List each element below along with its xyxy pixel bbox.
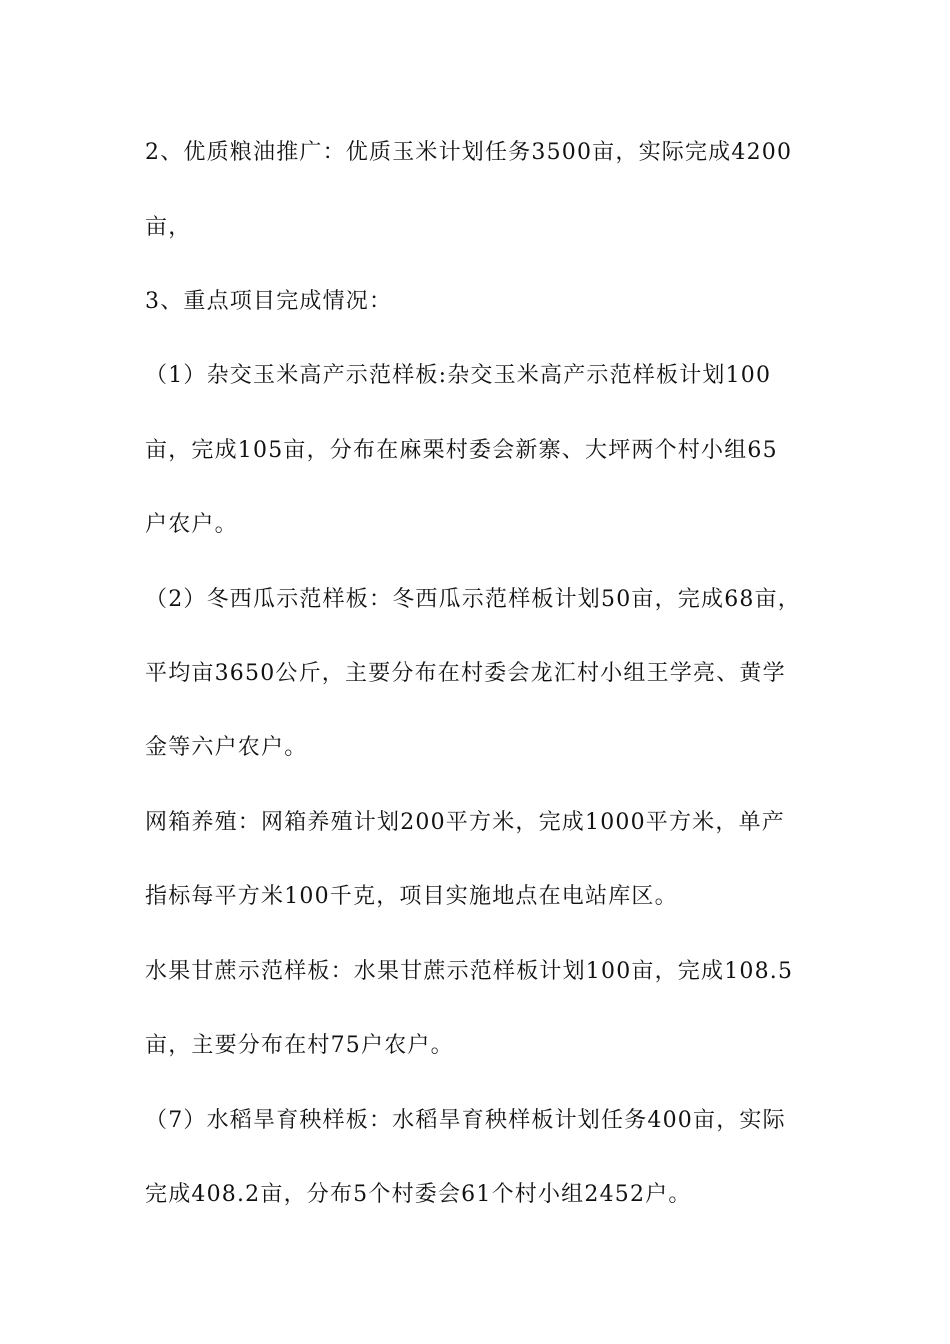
text-line-9: 金等六户农户。 [145, 735, 308, 760]
text-line-10: 网箱养殖：网箱养殖计划200平方米，完成1000平方米，单产 [145, 810, 785, 835]
text-line-1: 2、优质粮油推广：优质玉米计划任务3500亩，实际完成4200 [145, 140, 793, 165]
text-line-6: 户农户。 [145, 512, 238, 537]
text-line-11: 指标每平方米100千克，项目实施地点在电站库区。 [145, 884, 678, 909]
text-line-12: 水果甘蔗示范样板：水果甘蔗示范样板计划100亩，完成108.5 [145, 959, 794, 984]
text-line-14: （7）水稻旱育秧样板：水稻旱育秧样板计划任务400亩，实际 [145, 1108, 786, 1133]
text-line-8: 平均亩3650公斤，主要分布在村委会龙汇村小组王学亮、黄学 [145, 661, 786, 686]
text-line-2: 亩， [145, 215, 192, 240]
text-line-7: （2）冬西瓜示范样板：冬西瓜示范样板计划50亩，完成68亩， [145, 587, 801, 612]
text-line-3: 3、重点项目完成情况： [145, 289, 393, 314]
text-line-5: 亩，完成105亩，分布在麻栗村委会新寨、大坪两个村小组65 [145, 438, 778, 463]
text-line-13: 亩，主要分布在村75户农户。 [145, 1033, 454, 1058]
text-line-15: 完成408.2亩，分布5个村委会61个村小组2452户。 [145, 1182, 692, 1207]
text-line-4: （1）杂交玉米高产示范样板:杂交玉米高产示范样板计划100 [145, 363, 772, 388]
